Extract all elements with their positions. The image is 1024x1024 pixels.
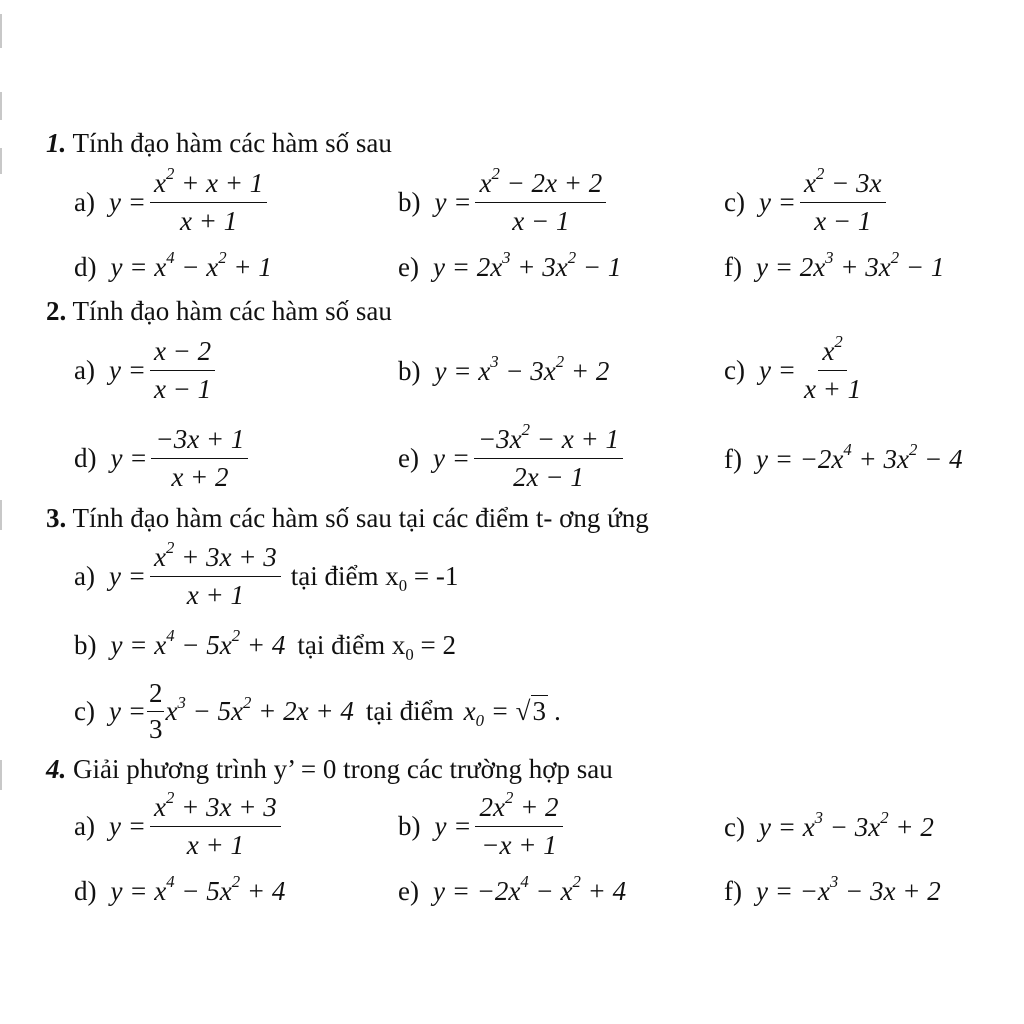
fraction-numerator: x − 2	[150, 336, 215, 371]
section-number: 1.	[46, 128, 67, 158]
fraction-numerator: −3x + 1	[151, 424, 248, 459]
math-lhs: y =	[758, 355, 796, 386]
fraction-denominator: x − 1	[512, 206, 570, 237]
math-lhs: y =	[108, 355, 146, 386]
problem-4d	[74, 872, 286, 907]
math-lhs: y =	[110, 443, 148, 474]
fraction	[800, 164, 886, 237]
fraction-denominator: −x + 1	[481, 830, 557, 861]
fraction-denominator: x + 2	[171, 462, 229, 493]
fraction	[150, 538, 281, 611]
section-title: Giải phương trình y’ = 0 trong các trường hợp sau	[73, 754, 613, 784]
fraction-numerator: $-3x^2 - x + 1$	[474, 424, 623, 459]
math-lhs: y =	[434, 811, 472, 842]
math-expression: $y = x^4 - 5x^2 + 4$	[110, 872, 286, 906]
problem-4e	[398, 872, 627, 907]
item-label: b)	[398, 811, 421, 842]
item-label: c)	[724, 812, 745, 842]
problem-1f	[724, 248, 945, 283]
problem-1c	[724, 164, 890, 237]
problem-1a	[74, 164, 271, 237]
problem-4c	[724, 808, 934, 843]
math-expression: $y = -2x^4 - x^2 + 4$	[432, 872, 627, 906]
fraction	[147, 678, 165, 745]
math-expression: $y = 2x^3 + 3x^2 - 1$	[755, 248, 945, 282]
item-label: a)	[74, 811, 95, 842]
problem-2c	[724, 332, 869, 405]
math-expression: $y = -x^3 - 3x + 2$	[755, 872, 941, 906]
item-label: f)	[724, 252, 742, 282]
fraction	[475, 788, 562, 861]
problem-2b	[398, 352, 610, 387]
math-lhs: y =	[432, 443, 470, 474]
scan-edge-mark	[0, 500, 2, 530]
item-label: c)	[74, 696, 95, 727]
fraction-denominator: x − 1	[153, 374, 212, 405]
problem-3c	[74, 678, 562, 745]
section-number: 2.	[46, 296, 67, 326]
section-2-heading	[46, 296, 392, 327]
section-4-heading	[46, 754, 613, 785]
item-label: d)	[74, 876, 97, 906]
problem-3b	[74, 626, 456, 664]
condition-text: tại điểm $x_0 = 2$	[297, 630, 456, 664]
problem-4f	[724, 872, 941, 907]
section-number: 4.	[46, 754, 67, 784]
item-label: e)	[398, 252, 419, 282]
condition-text: tại điểm $x_0 = -1$	[290, 561, 459, 595]
problem-4a	[74, 788, 285, 861]
fraction-denominator: x + 1	[186, 830, 244, 861]
fraction	[150, 164, 267, 237]
item-label: e)	[398, 443, 419, 474]
fraction	[151, 424, 248, 493]
scan-edge-mark	[0, 92, 2, 120]
problem-2e	[398, 420, 627, 493]
item-label: d)	[74, 443, 97, 474]
math-lhs: y =	[108, 561, 146, 592]
fraction-denominator: 3	[148, 714, 163, 745]
math-expression: $y = x^4 - x^2 + 1$	[110, 248, 272, 282]
item-label: a)	[74, 561, 95, 592]
problem-2d	[74, 424, 252, 493]
fraction	[474, 420, 623, 493]
fraction-denominator: 2x − 1	[513, 462, 584, 493]
math-expression: $y = -2x^4 + 3x^2 - 4$	[755, 440, 963, 474]
section-1-heading	[46, 128, 392, 159]
problem-4b	[398, 788, 567, 861]
item-label: d)	[74, 252, 97, 282]
item-label: a)	[74, 187, 95, 218]
fraction-denominator: x + 1	[179, 206, 238, 237]
fraction-denominator: x + 1	[803, 374, 862, 405]
item-label: e)	[398, 876, 419, 906]
math-expression: $y = 2x^3 + 3x^2 - 1$	[432, 248, 622, 282]
math-lhs: y =	[108, 811, 146, 842]
fraction-numerator: $x^2 + 3x + 3$	[150, 542, 281, 577]
section-3-heading	[46, 503, 649, 534]
condition-value: $x_0 = √3$ .	[463, 696, 562, 730]
fraction-numerator: $x^2 - 2x + 2$	[475, 168, 606, 203]
problem-2f	[724, 440, 963, 475]
problem-3a	[74, 538, 459, 611]
math-expression: $y = x^3 - 3x^2 + 2$	[434, 352, 610, 386]
scan-edge-mark	[0, 148, 2, 174]
item-label: f)	[724, 876, 742, 906]
fraction	[150, 336, 215, 405]
scan-edge-mark	[0, 760, 2, 790]
condition-label: tại điểm	[365, 696, 454, 727]
math-lhs: y =	[434, 187, 472, 218]
item-label: c)	[724, 355, 745, 386]
section-title: Tính đạo hàm các hàm số sau	[72, 296, 392, 326]
section-number: 3.	[46, 503, 67, 533]
problem-2a	[74, 336, 219, 405]
problem-1d	[74, 248, 272, 283]
section-title: Tính đạo hàm các hàm số sau	[72, 128, 392, 158]
math-expression: $x^3 - 5x^2 + 2x + 4$	[165, 692, 354, 727]
fraction	[800, 332, 865, 405]
problem-1e	[398, 248, 622, 283]
item-label: f)	[724, 444, 742, 474]
item-label: a)	[74, 355, 95, 386]
item-label: c)	[724, 187, 745, 218]
section-title: Tính đạo hàm các hàm số sau tại các điểm t- ơng ứng	[72, 503, 649, 533]
fraction-numerator: $x^2 + 3x + 3$	[150, 792, 281, 827]
math-expression: $y = x^3 - 3x^2 + 2$	[758, 808, 934, 842]
fraction-numerator: $x^2 + x + 1$	[150, 168, 267, 203]
fraction	[150, 788, 281, 861]
problem-1b	[398, 164, 610, 237]
scan-edge-mark	[0, 14, 2, 48]
item-label: b)	[398, 187, 421, 218]
item-label: b)	[74, 630, 97, 660]
math-expression: $y = x^4 - 5x^2 + 4$	[110, 626, 286, 660]
math-lhs: y =	[758, 187, 796, 218]
fraction-numerator: $x^2 - 3x$	[800, 168, 886, 203]
fraction-numerator: $2x^2 + 2$	[475, 792, 562, 827]
item-label: b)	[398, 356, 421, 386]
math-lhs: y =	[108, 696, 146, 727]
fraction-denominator: x + 1	[186, 580, 244, 611]
math-lhs: y =	[108, 187, 146, 218]
fraction-numerator: 2	[147, 678, 165, 712]
fraction-numerator: $x^2$	[818, 336, 846, 371]
fraction	[475, 164, 606, 237]
fraction-denominator: x − 1	[814, 206, 872, 237]
